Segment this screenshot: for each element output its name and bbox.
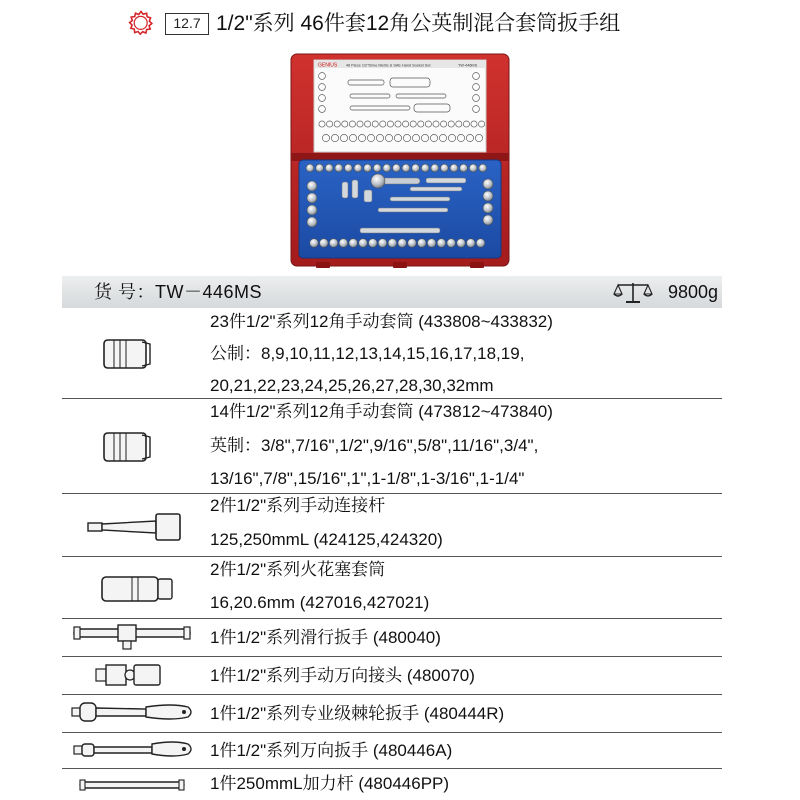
item-line: 1件1/2"系列滑行扳手 (480040) xyxy=(210,628,441,647)
item-line: 英制：3/8",7/16",1/2",9/16",5/8",11/16",3/4", xyxy=(210,436,539,455)
tray-socket xyxy=(402,164,410,172)
item-line: 2件1/2"系列手动连接杆 xyxy=(210,496,386,515)
page-title: 1/2"系列 46件套12角公英制混合套筒扳手组 xyxy=(216,12,621,35)
tray-socket xyxy=(335,164,343,172)
item-number: 货 号：TW－446MS xyxy=(94,282,263,302)
tray-socket xyxy=(460,164,468,172)
weight-value: 9800g xyxy=(667,282,718,302)
item-line: 13/16",7/8",15/16",1",1-1/8",1-3/16",1-1/4" xyxy=(210,469,525,488)
tray-socket xyxy=(307,217,317,227)
tray-socket xyxy=(483,203,493,213)
tray-socket xyxy=(398,239,407,248)
tray-socket xyxy=(345,164,353,172)
tray-socket xyxy=(373,164,381,172)
tray-socket xyxy=(378,239,387,248)
balance-scale-icon xyxy=(613,280,653,304)
tray-socket xyxy=(364,164,372,172)
tray-socket xyxy=(383,164,391,172)
header xyxy=(0,0,800,50)
list-item xyxy=(62,733,722,769)
tray-socket xyxy=(476,239,485,248)
item-line: 公制：8,9,10,11,12,13,14,15,16,17,18,19, xyxy=(210,344,525,363)
tray-socket xyxy=(421,164,429,172)
tray-socket xyxy=(325,164,333,172)
tray-socket xyxy=(447,239,456,248)
case-code: TW-446MS xyxy=(458,63,478,68)
tray-socket xyxy=(408,239,417,248)
extension-bar-icon xyxy=(62,506,202,546)
item-line: 1件1/2"系列万向扳手 (480446A) xyxy=(210,741,453,760)
tray-socket xyxy=(329,239,338,248)
universal-joint-icon xyxy=(62,659,202,693)
list-item xyxy=(62,557,722,619)
drive-size-badge: 12.7 xyxy=(165,13,209,35)
case-brand: GENIUS xyxy=(318,62,338,69)
tray-socket xyxy=(450,164,458,172)
tray-socket xyxy=(437,239,446,248)
tray-socket xyxy=(359,239,368,248)
socket-12pt-sae-icon xyxy=(62,423,202,471)
tray-socket xyxy=(441,164,449,172)
list-item xyxy=(62,494,722,557)
tray-socket xyxy=(469,164,477,172)
product-photo xyxy=(290,50,510,276)
breaker-bar-icon xyxy=(62,771,202,799)
item-line: 20,21,22,23,24,25,26,27,28,30,32mm xyxy=(210,376,494,395)
ratchet-wrench-icon xyxy=(62,697,202,731)
list-item xyxy=(62,619,722,657)
flex-handle-icon xyxy=(62,735,202,767)
tray-socket xyxy=(427,239,436,248)
tray-socket xyxy=(320,239,329,248)
item-line: 23件1/2"系列12角手动套筒 (433808~433832) xyxy=(210,312,553,331)
list-item xyxy=(62,695,722,733)
tray-socket xyxy=(354,164,362,172)
tray-socket xyxy=(369,239,378,248)
item-line: 1件1/2"系列专业级棘轮扳手 (480444R) xyxy=(210,704,505,723)
tray-socket xyxy=(483,191,493,201)
item-line: 1件250mmL加力杆 (480446PP) xyxy=(210,774,450,793)
list-item xyxy=(62,769,722,800)
sliding-t-bar-icon xyxy=(62,621,202,655)
tray-socket xyxy=(316,164,324,172)
tray-socket xyxy=(388,239,397,248)
tray-socket xyxy=(479,164,487,172)
tray-socket xyxy=(307,205,317,215)
item-line: 14件1/2"系列12角手动套筒 (473812~473840) xyxy=(210,402,553,421)
twelve-point-socket-icon xyxy=(128,10,154,36)
case-title: 46 Piece 1/2"Drive Metric & SAE Hand Socket Set xyxy=(346,63,431,68)
socket-12pt-icon xyxy=(62,330,202,378)
tray-socket xyxy=(310,239,319,248)
item-line: 16,20.6mm (427016,427021) xyxy=(210,593,430,612)
tray-socket xyxy=(393,164,401,172)
tray-socket xyxy=(349,239,358,248)
tray-socket xyxy=(412,164,420,172)
list-item xyxy=(62,308,722,399)
info-bar xyxy=(62,276,722,308)
item-line: 2件1/2"系列火花塞套筒 xyxy=(210,560,386,579)
tray-socket xyxy=(457,239,466,248)
list-item xyxy=(62,399,722,494)
item-line: 1件1/2"系列手动万向接头 (480070) xyxy=(210,666,475,685)
spark-plug-socket-icon xyxy=(62,567,202,611)
item-line: 125,250mmL (424125,424320) xyxy=(210,530,443,549)
tray-socket xyxy=(483,179,493,189)
tray-socket xyxy=(306,164,314,172)
tray-socket xyxy=(431,164,439,172)
list-item xyxy=(62,657,722,695)
tray-socket xyxy=(307,193,317,203)
tray-socket xyxy=(418,239,427,248)
tray-socket xyxy=(307,181,317,191)
tray-socket xyxy=(467,239,476,248)
tray-socket xyxy=(483,215,493,225)
tray-socket xyxy=(339,239,348,248)
